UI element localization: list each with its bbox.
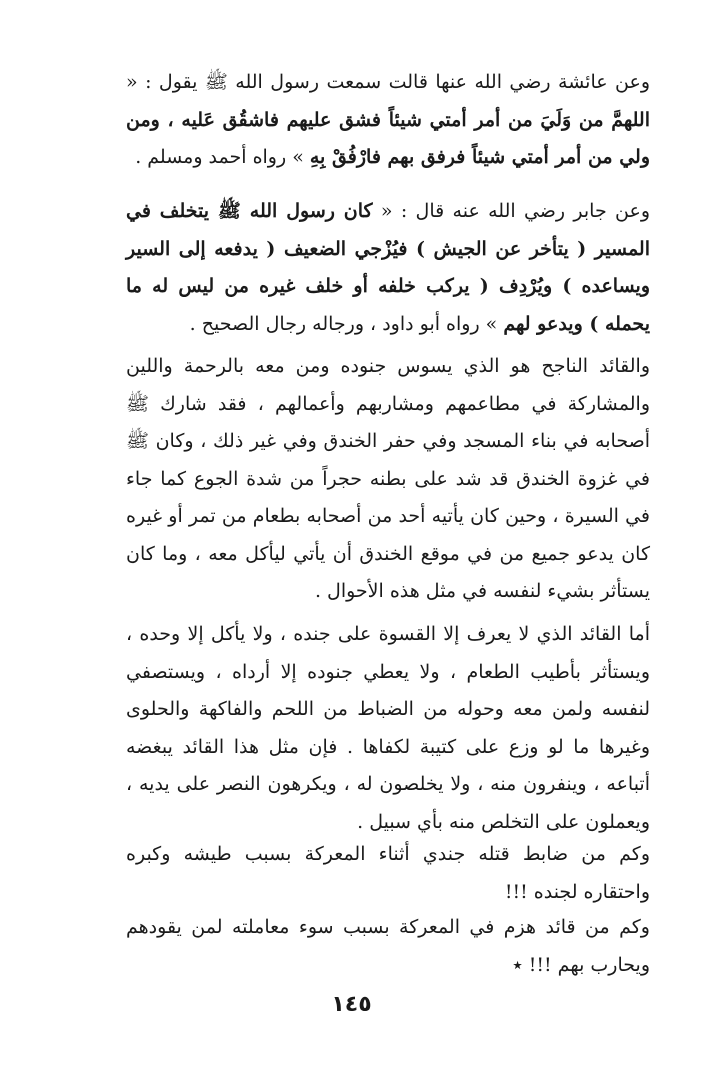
text-segment: والقائد الناجح هو الذي يسوس جنوده ومن معه بالرحمة واللين والمشاركة في مطاعمهم ومشاربهم وأعمالهم ، فقد شارك ﷺ أصحابه في بناء المسجد وفي حفر الخندق وفي غير ذلك ، وكان ﷺ في غزوة الخندق قد شد على بطنه حجراً من شدة الجوع كما جاء في السيرة ، وحين كان يأتيه أحد من أصحابه بطعام من تمر أو غيره كان يدعو جميع من في موقع الخندق أن يأتي ليأكل معه ، وما كان يستأثر بشيء لنفسه في مثل هذه الأحوال . (126, 355, 650, 602)
text-segment: وكم من ضابط قتله جندي أثناء المعركة بسبب طيشه وكبره واحتقاره لجنده !!! (126, 843, 650, 903)
paragraph-successful-leader (126, 348, 650, 611)
text-segment: وعن جابر رضي الله عنه قال : « (372, 200, 650, 222)
paragraph-harsh-leader (126, 616, 650, 841)
text-segment-bold: اللهمَّ من وَلَيَ من أمر أمتي شيئاً فشق عليهم فاشقُق عَليه ، ومن ولي من أمر أمتي شيئاً فرفق بهم فارْفُقْ بِهِ (126, 108, 650, 168)
text-segment: » رواه أبو داود ، ورجاله رجال الصحيح . (189, 312, 504, 335)
text-segment: أما القائد الذي لا يعرف إلا القسوة على جنده ، ولا يأكل إلا وحده ، ويستأثر بأطيب الطعام ، ولا يعطي جنوده إلا أرداه ، ويستصفي لنفسه ولمن معه وحوله من الضباط من اللحم والفاكهة والحلوى وغيرها ما لو وزع على كتيبة لكفاها . فإن مثل هذا القائد يبغضه أتباعه ، وينفرون منه ، ولا يخلصون له ، ويكرهون النصر على يديه ، ويعملون على التخلص منه بأي سبيل . (126, 623, 650, 833)
paragraph-officer-killed (126, 836, 650, 911)
text-segment-bold: كان رسول الله ﷺ يتخلف في المسير ( يتأخر عن الجيش ) فيُزْجي الضعيف ( يدفعه إلى السير ويساعده ) ويُرْدِف ( يركب خلفه أو خلف غيره من ليس له ما يحمله ) ويدعو لهم (126, 200, 650, 335)
paragraph-leader-defeated (126, 909, 650, 984)
text-segment: » رواه أحمد ومسلم . (135, 146, 310, 168)
page-number: ١٤٥ (331, 992, 372, 1017)
text-segment: وكم من قائد هزم في المعركة بسبب سوء معاملته لمن يقودهم ويحارب بهم !!! ٭ (126, 916, 650, 976)
paragraph-hadith-aisha (126, 64, 650, 177)
paragraph-hadith-jabir (126, 193, 650, 343)
text-segment: وعن عائشة رضي الله عنها قالت سمعت رسول الله ﷺ يقول : « (126, 71, 650, 93)
